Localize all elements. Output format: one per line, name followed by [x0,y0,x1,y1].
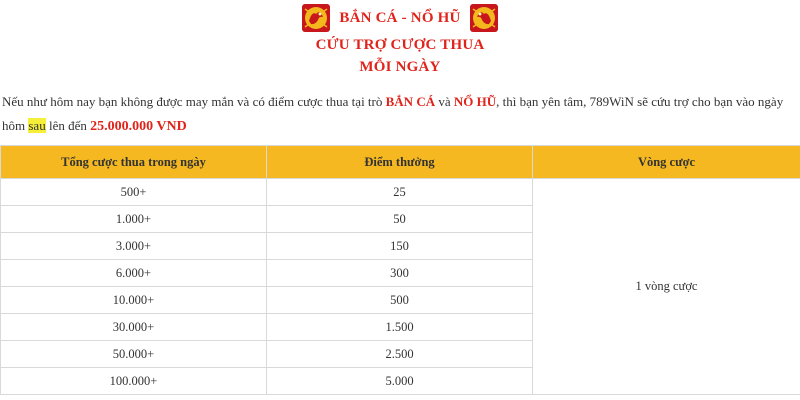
intro-paragraph [2,90,798,139]
table-header-row [1,146,800,179]
golden-dragon-emblem-icon [469,3,499,33]
game-name-ban-ca: BẮN CÁ [385,94,436,109]
points-cell: 50 [267,206,533,233]
loss-cell: 6.000+ [1,260,267,287]
highlighted-word: sau [28,118,46,133]
loss-cell: 50.000+ [1,341,267,368]
loss-cell: 10.000+ [1,287,267,314]
points-cell: 500 [267,287,533,314]
header-wager-rounds: Vòng cược [533,146,800,179]
points-cell: 2.500 [267,341,533,368]
points-cell: 1.500 [267,314,533,341]
loss-cell: 30.000+ [1,314,267,341]
intro-text-1: Nếu như hôm nay bạn không được may mắn và có điểm cược thua tại trò [2,94,386,109]
title-row [0,2,800,34]
points-cell: 150 [267,233,533,260]
loss-cell: 1.000+ [1,206,267,233]
points-cell: 25 [267,179,533,206]
loss-cell: 100.000+ [1,368,267,395]
table-row [1,179,800,206]
promo-subtitle-line-1: CỨU TRỢ CƯỢC THUA [315,37,485,53]
intro-text-2: , thì bạn yên tâm, 789WiN sẽ cứu trợ cho bạn vào ngày hôm [2,94,784,133]
game-name-no-hu: NỔ HŨ [453,94,497,109]
wager-cell: 1 vòng cược [533,179,800,395]
points-cell: 300 [267,260,533,287]
promo-subtitle-line-2: MỖI NGÀY [359,59,441,75]
points-cell: 5.000 [267,368,533,395]
intro-text-3: lên đến [45,118,91,133]
promo-title: BẮN CÁ - NỔ HŨ [339,10,461,26]
golden-dragon-emblem-icon [301,3,331,33]
intro-text-and: và [435,94,454,109]
loss-cell: 500+ [1,179,267,206]
max-amount: 25.000.000 VND [90,119,187,134]
loss-cell: 3.000+ [1,233,267,260]
header-bonus-points: Điểm thưởng [267,146,533,179]
bonus-table [0,145,800,395]
header-total-loss: Tổng cược thua trong ngày [1,146,267,179]
